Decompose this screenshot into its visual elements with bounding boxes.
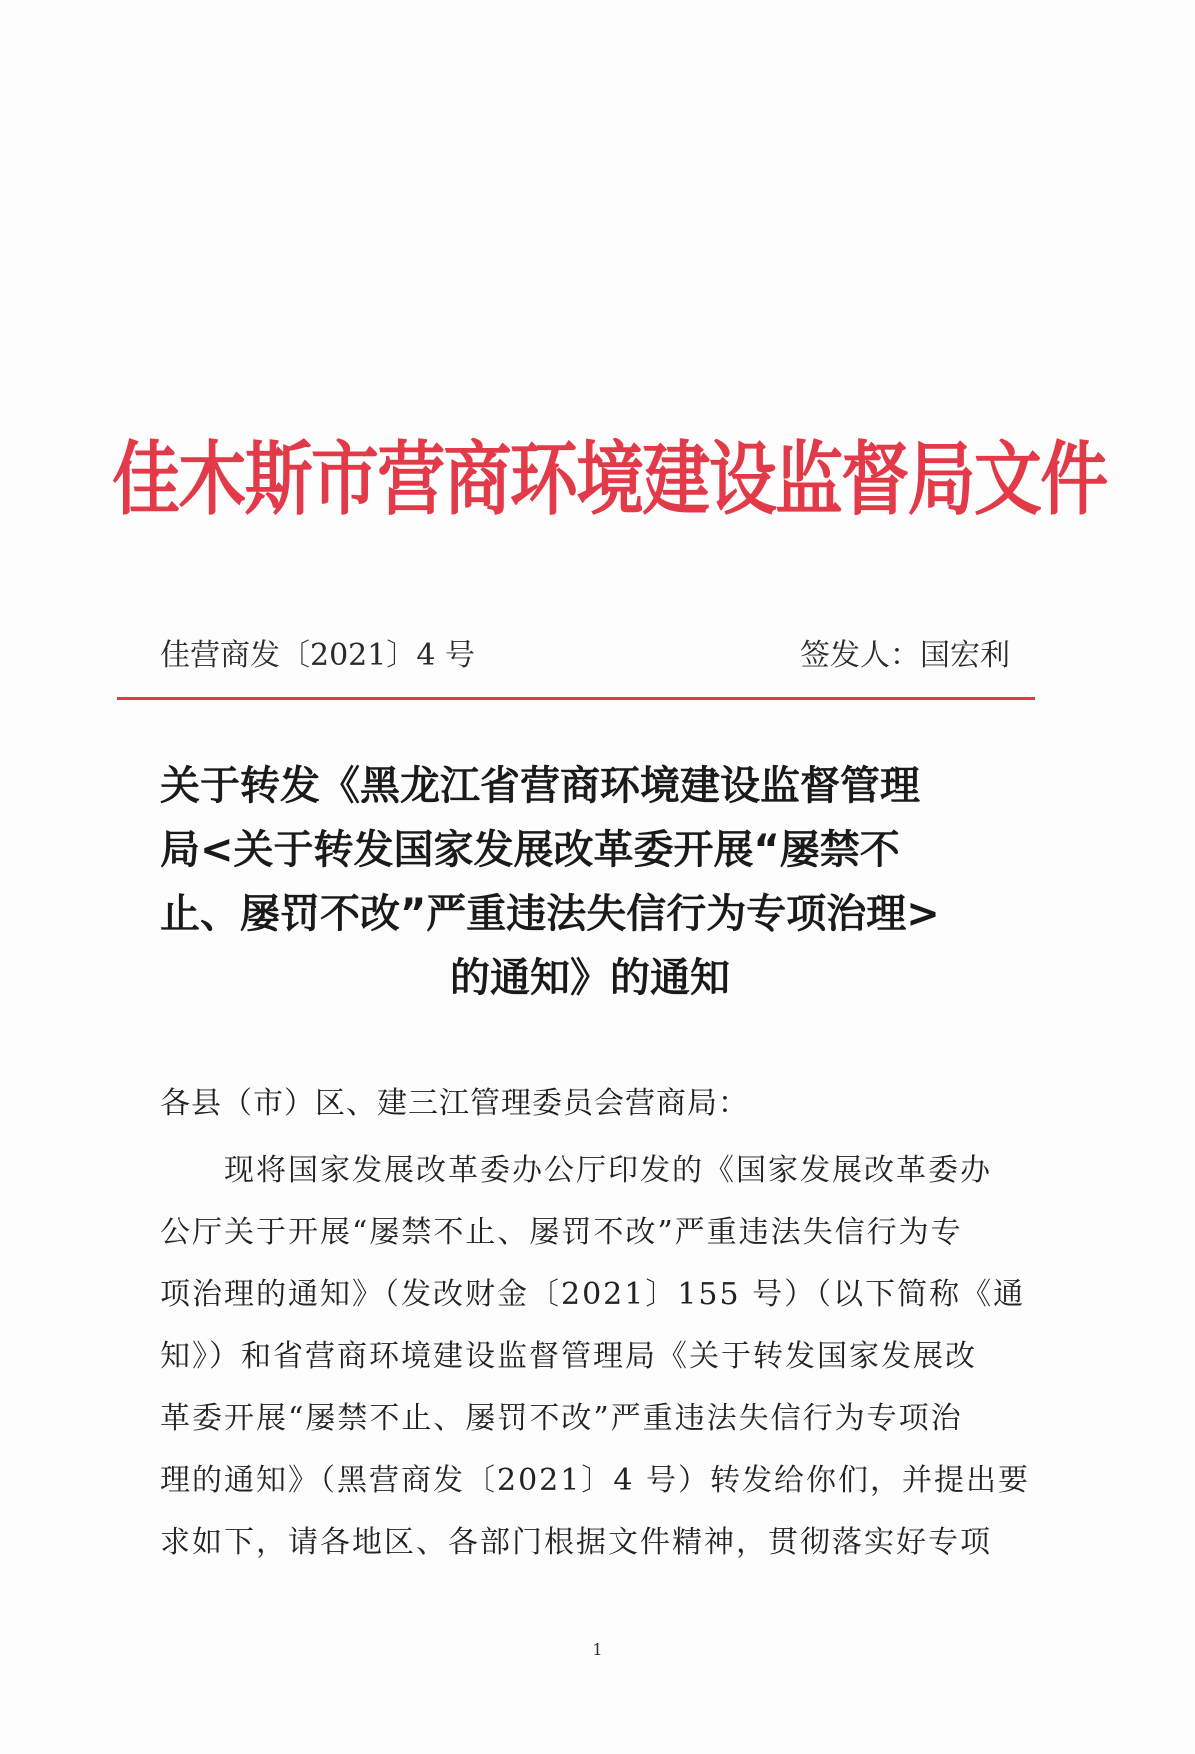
- document-number-row: [160, 634, 1010, 678]
- red-divider-line: [117, 697, 1035, 700]
- title-line: 关于转发《黑龙江省营商环境建设监督管理: [160, 763, 920, 809]
- title-line: 止、屡罚不改”严重违法失信行为专项治理>: [160, 891, 940, 937]
- document-number: 佳营商发〔2021〕4 号: [160, 638, 475, 673]
- body-line: 革委开展“屡禁不止、屡罚不改”严重违法失信行为专项治: [160, 1401, 963, 1436]
- body-line: 求如下，请各地区、各部门根据文件精神，贯彻落实好专项: [160, 1525, 992, 1560]
- body-line: 现将国家发展改革委办公厅印发的《国家发展改革委办: [224, 1153, 992, 1188]
- title-line: 局<关于转发国家发展改革委开展“屡禁不: [160, 827, 900, 873]
- body-line: 项治理的通知》（发改财金〔2021〕155 号）（以下简称《通: [160, 1277, 1026, 1312]
- signer: 签发人：国宏利: [800, 638, 1010, 673]
- addressee: 各县（市）区、建三江管理委员会营商局：: [160, 1086, 749, 1121]
- body-line: 公厅关于开展“屡禁不止、屡罚不改”严重违法失信行为专: [160, 1215, 963, 1250]
- document-title: [160, 754, 1020, 1010]
- body-line: 理的通知》（黑营商发〔2021〕4 号）转发给你们，并提出要: [160, 1463, 1030, 1498]
- body-line: 知》）和省营商环境建设监督管理局《关于转发国家发展改: [160, 1339, 977, 1374]
- body-text: [160, 1140, 1030, 1574]
- masthead-title: 佳木斯市营商环境建设监督局文件: [112, 433, 1107, 526]
- page-number: 1: [592, 1640, 603, 1659]
- title-line: 的通知》的通知: [450, 955, 730, 1001]
